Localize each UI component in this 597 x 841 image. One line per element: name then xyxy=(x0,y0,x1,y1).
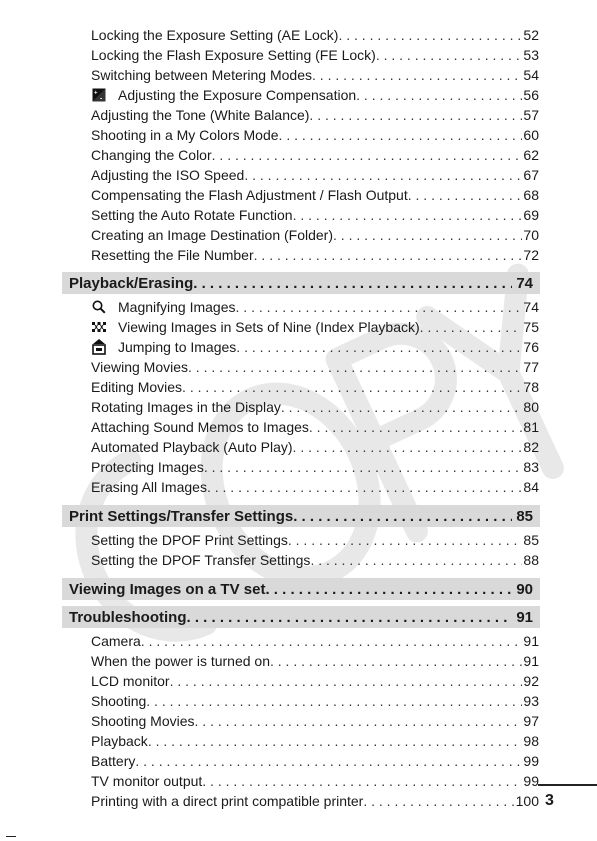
toc-entry xyxy=(91,65,539,85)
toc-entry xyxy=(91,530,539,550)
section-heading xyxy=(62,606,540,628)
toc-entry xyxy=(91,751,539,771)
dot-leader xyxy=(193,275,512,292)
jump-icon xyxy=(91,339,107,355)
section-page-number: 90 xyxy=(516,580,533,598)
entry-label: Setting the Auto Rotate Function xyxy=(91,207,293,223)
entry-page-number: 92 xyxy=(523,673,539,689)
toc-entry xyxy=(91,477,539,497)
entry-label: LCD monitor xyxy=(91,673,170,689)
section-page-number: 74 xyxy=(516,274,533,292)
entry-page-number: 52 xyxy=(523,27,539,43)
toc-entry xyxy=(91,185,539,205)
dot-leader xyxy=(204,457,523,477)
toc-entry xyxy=(91,550,539,570)
toc-entry xyxy=(91,397,539,417)
entry-page-number: 80 xyxy=(523,399,539,415)
entry-page-number: 74 xyxy=(523,299,539,315)
toc-entry xyxy=(91,25,539,45)
dot-leader xyxy=(141,631,523,651)
entry-page-number: 68 xyxy=(523,187,539,203)
toc-entry xyxy=(91,457,539,477)
section-title: Viewing Images on a TV set xyxy=(69,580,266,598)
section-title: Troubleshooting xyxy=(69,608,187,626)
entry-page-number: 91 xyxy=(523,653,539,669)
entry-page-number: 54 xyxy=(523,67,539,83)
svg-text:-: - xyxy=(100,95,103,102)
toc-entry xyxy=(91,337,539,357)
entry-label: Protecting Images xyxy=(91,459,204,475)
toc-entry xyxy=(91,651,539,671)
toc-entry xyxy=(91,317,539,337)
entry-page-number: 99 xyxy=(523,773,539,789)
entry-label: Creating an Image Destination (Folder) xyxy=(91,227,334,243)
toc-entry xyxy=(91,45,539,65)
entry-label: Setting the DPOF Transfer Settings xyxy=(91,552,311,568)
toc-entry xyxy=(91,165,539,185)
dot-leader xyxy=(333,225,522,245)
dot-leader xyxy=(420,317,523,337)
dot-leader xyxy=(148,731,523,751)
dot-leader xyxy=(170,671,523,691)
dot-leader xyxy=(309,105,522,125)
dot-leader xyxy=(293,205,523,225)
entry-page-number: 91 xyxy=(523,633,539,649)
toc-entry xyxy=(91,357,539,377)
entry-page-number: 84 xyxy=(523,479,539,495)
section-heading xyxy=(62,505,540,527)
toc-entry xyxy=(91,105,539,125)
entry-label: Automated Playback (Auto Play) xyxy=(91,439,293,455)
toc-entry xyxy=(91,691,539,711)
toc-entry xyxy=(91,437,539,457)
dot-leader xyxy=(244,165,522,185)
section-page-number: 85 xyxy=(516,507,533,525)
entry-label: Magnifying Images xyxy=(118,299,236,315)
entry-page-number: 72 xyxy=(523,247,539,263)
toc-entry xyxy=(91,711,539,731)
entry-page-number: 82 xyxy=(523,439,539,455)
dot-leader xyxy=(279,125,523,145)
dot-leader xyxy=(212,145,523,165)
entry-label: Changing the Color xyxy=(91,147,212,163)
toc-entry xyxy=(91,297,539,317)
entry-label: Erasing All Images xyxy=(91,479,207,495)
dot-leader xyxy=(312,65,522,85)
dot-leader xyxy=(236,337,522,357)
toc-entry xyxy=(91,145,539,165)
toc-entry xyxy=(91,791,539,811)
entry-label: Shooting in a My Colors Mode xyxy=(91,127,279,143)
dot-leader xyxy=(188,357,522,377)
dot-leader xyxy=(146,691,522,711)
toc-entry xyxy=(91,671,539,691)
entry-label: Attaching Sound Memos to Images xyxy=(91,419,309,435)
dot-leader xyxy=(135,751,522,771)
entry-page-number: 99 xyxy=(523,753,539,769)
entry-page-number: 75 xyxy=(523,319,539,335)
entry-label: Camera xyxy=(91,633,141,649)
entry-page-number: 98 xyxy=(523,733,539,749)
entry-page-number: 97 xyxy=(523,713,539,729)
entry-label: Rotating Images in the Display xyxy=(91,399,281,415)
entry-label: Jumping to Images xyxy=(118,339,237,355)
entry-label: Shooting Movies xyxy=(91,713,195,729)
entry-page-number: 100 xyxy=(515,793,539,809)
toc-entry xyxy=(91,731,539,751)
entry-page-number: 70 xyxy=(523,227,539,243)
entry-label: Locking the Exposure Setting (AE Lock) xyxy=(91,27,339,43)
dot-leader xyxy=(281,397,523,417)
toc-entry xyxy=(91,245,539,265)
dot-leader xyxy=(293,437,523,457)
entry-label: When the power is turned on xyxy=(91,653,270,669)
entry-page-number: 77 xyxy=(523,359,539,375)
section-page-number: 91 xyxy=(516,608,533,626)
toc-entry xyxy=(91,377,539,397)
dot-leader xyxy=(293,508,512,525)
toc-entry xyxy=(91,771,539,791)
toc-entry xyxy=(91,631,539,651)
section-title: Playback/Erasing xyxy=(69,274,194,292)
entry-page-number: 81 xyxy=(523,419,539,435)
dot-leader xyxy=(288,530,523,550)
dot-leader xyxy=(182,377,522,397)
toc-entry xyxy=(91,205,539,225)
dot-leader xyxy=(202,771,522,791)
entry-page-number: 67 xyxy=(523,167,539,183)
entry-label: Editing Movies xyxy=(91,379,183,395)
entry-page-number: 85 xyxy=(523,532,539,548)
entry-page-number: 83 xyxy=(523,459,539,475)
dot-leader xyxy=(187,609,513,626)
exposure-compensation-icon xyxy=(91,87,107,103)
entry-label: Compensating the Flash Adjustment / Flash Output xyxy=(91,187,408,203)
dot-leader xyxy=(310,550,522,570)
toc-entry xyxy=(91,225,539,245)
dot-leader xyxy=(356,85,522,105)
entry-page-number: 62 xyxy=(523,147,539,163)
toc-entry xyxy=(91,125,539,145)
entry-page-number: 76 xyxy=(523,339,539,355)
entry-page-number: 53 xyxy=(523,47,539,63)
entry-page-number: 78 xyxy=(523,379,539,395)
dot-leader xyxy=(408,185,523,205)
dot-leader xyxy=(270,651,522,671)
dot-leader xyxy=(309,417,523,437)
dot-leader xyxy=(254,245,523,265)
svg-text:+: + xyxy=(94,90,98,97)
index-playback-icon xyxy=(91,319,107,335)
dot-leader xyxy=(265,581,512,598)
entry-label: Viewing Images in Sets of Nine (Index Playback) xyxy=(118,319,420,335)
dot-leader xyxy=(338,25,522,45)
section-title: Print Settings/Transfer Settings xyxy=(69,507,294,525)
page-number: 3 xyxy=(545,792,554,809)
entry-label: Playback xyxy=(91,733,148,749)
entry-label: Switching between Metering Modes xyxy=(91,67,313,83)
entry-page-number: 88 xyxy=(523,552,539,568)
entry-label: Adjusting the Exposure Compensation xyxy=(118,87,357,103)
dot-leader xyxy=(207,477,522,497)
entry-page-number: 93 xyxy=(523,693,539,709)
dot-leader xyxy=(236,297,523,317)
toc-entry xyxy=(91,85,539,105)
entry-label: TV monitor output xyxy=(91,773,203,789)
entry-page-number: 57 xyxy=(523,107,539,123)
entry-label: Battery xyxy=(91,753,136,769)
entry-label: Adjusting the ISO Speed xyxy=(91,167,245,183)
dot-leader xyxy=(376,45,523,65)
dot-leader xyxy=(363,791,514,811)
entry-label: Viewing Movies xyxy=(91,359,189,375)
entry-page-number: 69 xyxy=(523,207,539,223)
entry-label: Printing with a direct print compatible printer xyxy=(91,793,364,809)
entry-label: Adjusting the Tone (White Balance) xyxy=(91,107,310,123)
entry-page-number: 60 xyxy=(523,127,539,143)
entry-label: Resetting the File Number xyxy=(91,247,254,263)
entry-label: Locking the Flash Exposure Setting (FE Lock) xyxy=(91,47,376,63)
dot-leader xyxy=(195,711,523,731)
entry-label: Setting the DPOF Print Settings xyxy=(91,532,288,548)
toc-entry xyxy=(91,417,539,437)
entry-label: Shooting xyxy=(91,693,147,709)
section-heading xyxy=(62,578,540,600)
magnify-icon xyxy=(91,299,107,315)
section-heading xyxy=(62,272,540,294)
entry-page-number: 56 xyxy=(523,87,539,103)
